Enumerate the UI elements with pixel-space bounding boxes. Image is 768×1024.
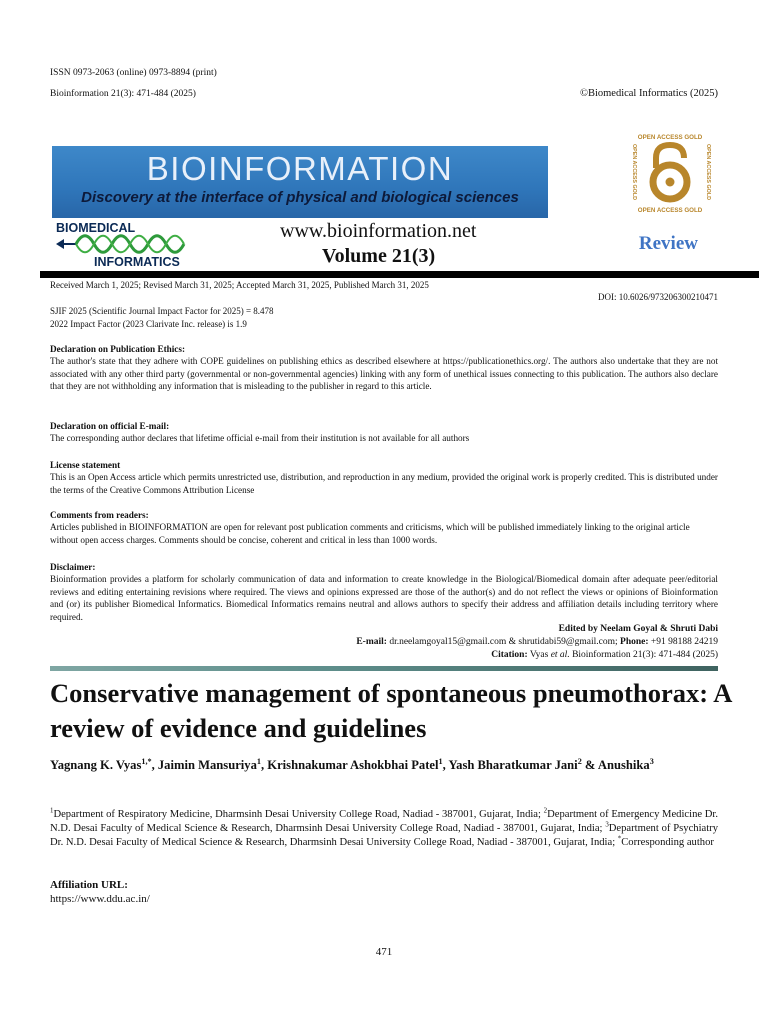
citation-author: Vyas	[529, 650, 549, 660]
email-value[interactable]: dr.neelamgoyal15@gmail.com & shrutidabi59@gmail.com;	[389, 637, 618, 647]
journal-website[interactable]: www.bioinformation.net	[280, 220, 477, 242]
oa-text-left: OPEN ACCESS GOLD	[631, 143, 637, 201]
section-divider	[50, 666, 718, 671]
email-title: Declaration on official E-mail:	[50, 421, 170, 431]
citation-line	[491, 650, 718, 660]
affiliation-text: Department of Respiratory Medicine, Dharmsinh Desai University College Road, Nadiad - 387001, Gujarat, India;	[53, 809, 544, 820]
affiliation-url-link[interactable]: https://www.ddu.ac.in/	[50, 893, 150, 905]
contact-line	[356, 637, 718, 647]
email-label: E-mail:	[356, 637, 387, 647]
journal-volume: Volume 21(3)	[322, 245, 436, 267]
affiliation-sup: 2	[543, 807, 548, 815]
affiliation-url-label: Affiliation URL:	[50, 879, 128, 891]
citation-label: Citation:	[491, 650, 528, 660]
license-title: License statement	[50, 460, 121, 470]
biomedical-logo-line1: BIOMEDICAL	[56, 221, 136, 235]
disclaimer-section	[50, 561, 718, 623]
journal-citation-line: Bioinformation 21(3): 471-484 (2025)	[50, 89, 196, 99]
disclaimer-body: Bioinformation provides a platform for scholarly communication of data and information to create knowledge in the Biological/Biomedical domain after adequate peer/editorial reviews and editing entertaining revisions where required. The views and opinions expressed are those of the author(s) and do not reflect the views or opinions of Bioinformation and (or) its publisher Biomedical Informatics. Biomedical Informatics remains neutral and allows authors to specify their address and affiliation details including territory where required.	[50, 574, 718, 622]
author-name: Jaimin Mansuriya	[157, 758, 257, 772]
page-number: 471	[375, 946, 393, 958]
affiliation-text: Department of Psychiatry Dr. N.D. Desai Faculty of Medical Science & Research, Dharmsinh Desai University College Road, Nadiad - 387001, Gujarat, India;	[50, 823, 718, 849]
author-name: Yash Bharatkumar Jani	[448, 758, 578, 772]
author-sup: 1	[438, 756, 443, 766]
article-title: Conservative management of spontaneous pneumothorax: A review of evidence and guidelines	[50, 678, 731, 743]
comments-section	[50, 509, 718, 546]
dna-helix-icon	[56, 233, 186, 255]
impact-factor-line: 2022 Impact Factor (2023 Clarivate Inc. release) is 1.9	[50, 318, 247, 329]
comments-title: Comments from readers:	[50, 510, 149, 520]
impact-metrics	[50, 305, 274, 330]
comments-body: Articles published in BIOINFORMATION are open for relevant post publication comments and criticisms, which will be published immediately linking to the original article without open access charges. Comments should be concise, coherent and critical in less than 1000 words.	[50, 522, 690, 545]
oa-text-bottom: OPEN ACCESS GOLD	[637, 207, 703, 214]
article-type-label: Review	[638, 233, 698, 254]
phone-value: +91 98188 24219	[650, 637, 718, 647]
author-sup: 3	[649, 756, 654, 766]
author-name: Yagnang K. Vyas	[50, 758, 142, 772]
citation-ref: Bioinformation 21(3): 471-484 (2025)	[572, 650, 718, 660]
author-name: Anushika	[597, 758, 650, 772]
journal-banner	[52, 146, 548, 218]
author-list: Yagnang K. Vyas$^{1,*}$, Jaimin Mansuriya$^1$, Krishnakumar Ashokbhai Patel$^1$, Yash Bharatkumar Jani$^2$ & Anushika$^3$	[50, 756, 654, 772]
banner-subtitle: Discovery at the interface of physical and biological sciences	[81, 189, 519, 206]
issn-line: ISSN 0973-2063 (online) 0973-8894 (print)	[50, 68, 217, 78]
doi[interactable]: DOI: 10.6026/973206300210471	[598, 292, 718, 302]
banner-title: BIOINFORMATION	[146, 150, 454, 187]
email-section	[50, 420, 718, 445]
license-body: This is an Open Access article which permits unrestricted use, distribution, and reproduction in any medium, provided the original work is properly credited. This is distributed under the terms of the Creative Commons Attribution License	[50, 472, 718, 495]
author-sup: 2	[577, 756, 582, 766]
sjif-line: SJIF 2025 (Scientific Journal Impact Factor for 2025) = 8.478	[50, 306, 274, 316]
publication-dates: Received March 1, 2025; Revised March 31, 2025; Accepted March 31, 2025, Published March 31, 2025	[50, 280, 429, 290]
affiliations	[50, 808, 718, 851]
author-sup: 1	[256, 756, 261, 766]
ethics-body: The author's state that they adhere with COPE guidelines on publishing ethics as described elsewhere at https://publicationethics.org/. The authors also undertake that they are not associated with any other third party (governmental or non-governmental agencies) linking with any form of unethical issues connecting to this publication. The authors also declare that they are not withholding any information that is misleading to the publisher in regard to this article.	[50, 356, 718, 392]
affiliation-text: Corresponding author	[621, 837, 714, 849]
biomedical-logo-line2: INFORMATICS	[94, 255, 180, 269]
ethics-title: Declaration on Publication Ethics:	[50, 344, 186, 354]
email-body: The corresponding author declares that lifetime official e-mail from their institution is not available for all authors	[50, 433, 470, 444]
affiliation-sup: 3	[605, 821, 609, 829]
header-rule	[40, 271, 759, 278]
affiliation-sup: 1	[50, 807, 54, 815]
affiliation-text: Department of Emergency Medicine Dr. N.D. Desai Faculty of Medical Science & Research, Dharmsinh Desai University College Road, Nadiad - 387001, Gujarat, India;	[50, 809, 719, 835]
oa-text-right: OPEN ACCESS GOLD	[705, 143, 711, 201]
affiliation-sup: *	[617, 835, 622, 843]
copyright-line: ©Biomedical Informatics (2025)	[579, 88, 718, 99]
edited-by: Edited by Neelam Goyal & Shruti Dabi	[558, 624, 718, 634]
oa-text-top: OPEN ACCESS GOLD	[637, 134, 703, 141]
phone-label: Phone:	[620, 637, 649, 647]
disclaimer-title: Disclaimer:	[50, 562, 96, 572]
author-sup: 1,*	[141, 756, 152, 766]
author-name: Krishnakumar Ashokbhai Patel	[267, 758, 439, 772]
ethics-section	[50, 343, 718, 393]
license-section	[50, 459, 718, 496]
open-access-gold-icon	[626, 130, 714, 219]
citation-etal: et al.	[550, 650, 570, 660]
